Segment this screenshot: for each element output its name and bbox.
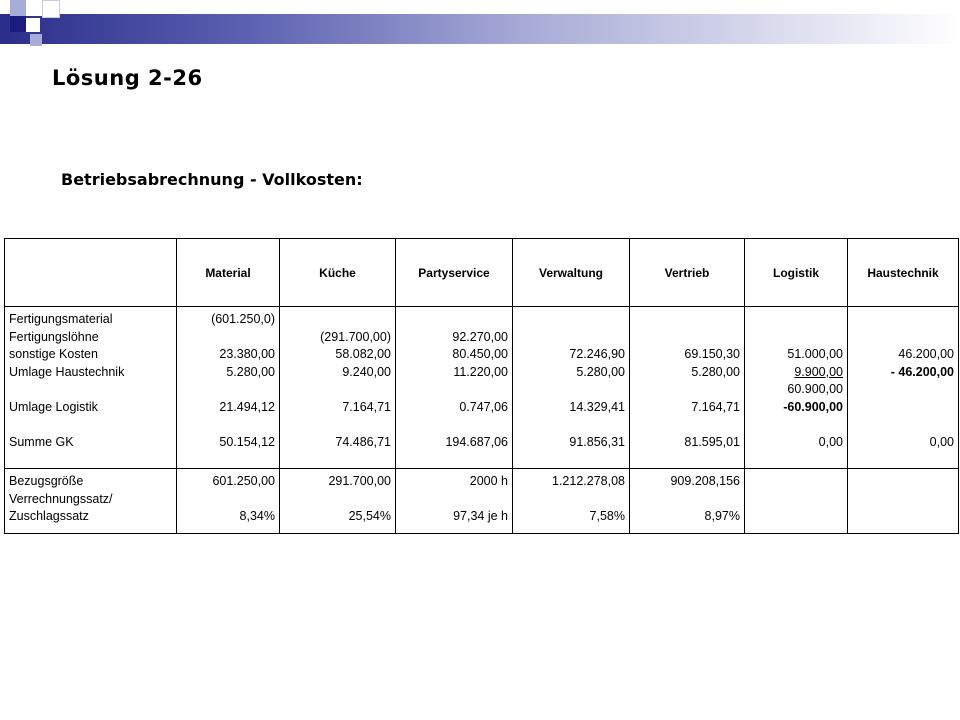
col-material-rates (177, 469, 280, 534)
cell-value: 5.280,00 (576, 364, 625, 379)
cell-value: -60.900,00 (783, 399, 843, 414)
cell-value: 21.494,12 (219, 399, 275, 414)
header-gradient-band (0, 14, 960, 44)
cell-value: 11.220,00 (453, 364, 508, 379)
header-kueche: Küche (280, 239, 396, 307)
cell-value: 91.856,31 (569, 434, 625, 449)
cell-value: 1.212.278,08 (552, 474, 625, 488)
cell-value: 51.000,00 (787, 347, 843, 361)
cell-value: 25,54% (348, 509, 391, 523)
cell-value: 5.280,00 (226, 364, 275, 379)
cell-value: 9.240,00 (342, 364, 391, 379)
cell-value: 7,58% (589, 509, 625, 523)
col-vertrieb (630, 307, 745, 469)
col-kueche-rates (280, 469, 396, 534)
cell-value: 58.082,00 (335, 347, 391, 361)
label-sonstige-kosten: sonstige Kosten (9, 347, 98, 361)
label-summe-gk: Summe GK (9, 434, 74, 449)
decor-square (42, 0, 60, 18)
table-row-costs (5, 307, 959, 469)
col-verwaltung (513, 307, 630, 469)
col-haustechnik (848, 307, 959, 469)
label-fertigungsloehne: Fertigungslöhne (9, 329, 99, 344)
cell-value: 8,97% (704, 509, 740, 523)
header-logistik: Logistik (745, 239, 848, 307)
page-title: Lösung 2-26 (52, 66, 203, 90)
col-verwaltung-rates (513, 469, 630, 534)
col-material (177, 307, 280, 469)
header-empty (5, 239, 177, 307)
label-zuschlagssatz: Zuschlagssatz (9, 509, 89, 523)
header-partyservice: Partyservice (396, 239, 513, 307)
cell-value: 0.747,06 (459, 399, 508, 414)
cell-value: 46.200,00 (898, 347, 954, 361)
section-subtitle: Betriebsabrechnung - Vollkosten: (61, 170, 363, 189)
cell-value: 97,34 je h (453, 509, 508, 523)
cell-value: 0,00 (818, 434, 843, 449)
cell-value: 291.700,00 (328, 474, 391, 488)
header-haustechnik: Haustechnik (848, 239, 959, 307)
cell-value: 92.270,00 (452, 329, 508, 344)
cell-value: 50.154,12 (219, 434, 275, 449)
col-logistik (745, 307, 848, 469)
col-partyservice-rates (396, 469, 513, 534)
header-verwaltung: Verwaltung (513, 239, 630, 307)
cell-value: 194.687,06 (445, 434, 508, 449)
cell-value: 7.164,71 (691, 399, 740, 414)
cell-value: - 46.200,00 (890, 364, 954, 379)
cost-allocation-table (4, 238, 959, 534)
decor-square (10, 16, 26, 32)
col-vertrieb-rates (630, 469, 745, 534)
decor-square (26, 18, 40, 32)
cell-value: 69.150,30 (684, 347, 740, 361)
label-bezugsgroesse: Bezugsgröße (9, 474, 84, 488)
cell-value: 80.450,00 (452, 347, 508, 361)
decor-square (10, 0, 26, 16)
table-row-rates (5, 469, 959, 534)
col-kueche (280, 307, 396, 469)
label-verrechnungssatz: Verrechnungssatz/ (9, 491, 113, 506)
cell-value: 23.380,00 (219, 347, 275, 361)
header-material: Material (177, 239, 280, 307)
cell-value: 601.250,00 (212, 474, 275, 488)
col-haustechnik-rates-empty (848, 469, 959, 534)
cell-value: 5.280,00 (691, 364, 740, 379)
cell-value: 8,34% (239, 509, 275, 523)
cell-value: 72.246,90 (569, 347, 625, 361)
header-vertrieb: Vertrieb (630, 239, 745, 307)
cell-value: 81.595,01 (684, 434, 740, 449)
label-umlage-haustechnik: Umlage Haustechnik (9, 364, 125, 379)
row-labels-rates (5, 469, 177, 534)
label-umlage-logistik: Umlage Logistik (9, 399, 98, 414)
cell-value: 9.900,00 (794, 364, 843, 379)
col-logistik-rates-empty (745, 469, 848, 534)
cell-value: 60.900,00 (787, 382, 843, 396)
cell-value: 2000 h (469, 474, 508, 488)
cell-value: (601.250,0) (211, 312, 275, 326)
col-partyservice (396, 307, 513, 469)
cell-value: 74.486,71 (335, 434, 391, 449)
row-labels-costs (5, 307, 177, 469)
label-fertigungsmaterial: Fertigungsmaterial (9, 312, 113, 326)
decor-square (26, 0, 42, 16)
cell-value: 14.329,41 (569, 399, 625, 414)
cell-value: 909.208,156 (670, 474, 740, 488)
cell-value: (291.700,00) (320, 329, 391, 344)
cell-value: 7.164,71 (342, 399, 391, 414)
decor-square (30, 34, 42, 46)
cell-value: 0,00 (929, 434, 954, 449)
table-header-row (5, 239, 959, 307)
